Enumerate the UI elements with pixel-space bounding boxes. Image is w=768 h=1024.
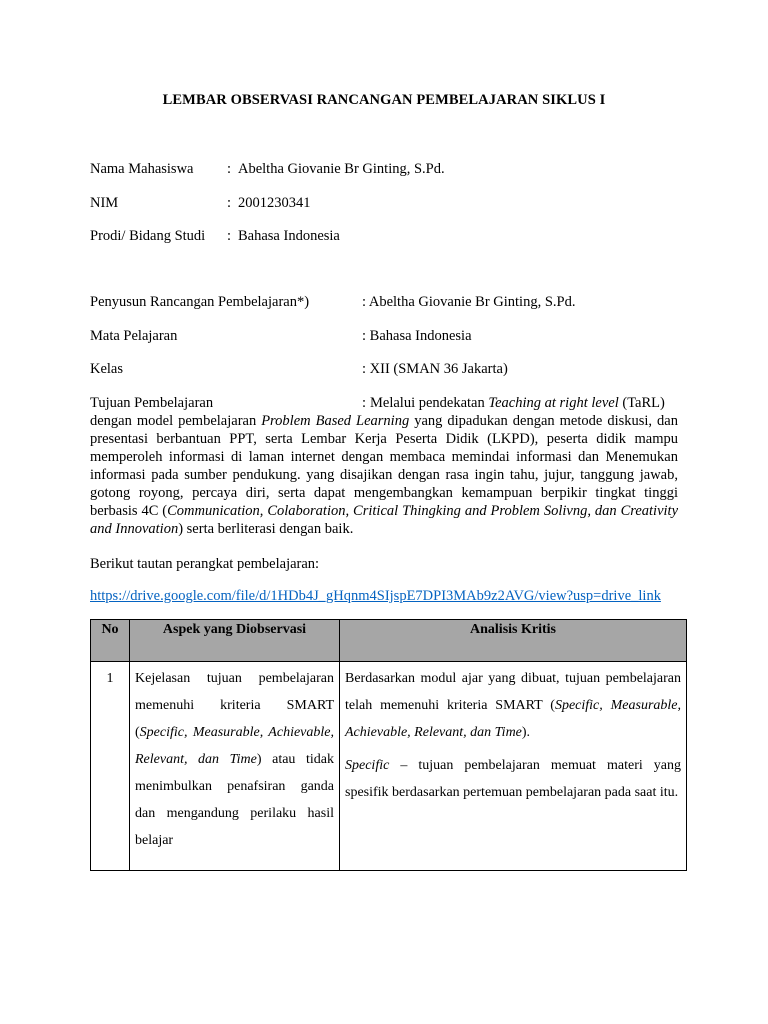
design-label: Tujuan Pembelajaran — [90, 395, 214, 411]
identity-value: 2001230341 — [238, 195, 311, 211]
drive-link[interactable]: https://drive.google.com/file/d/1HDb4J_gHqnm4SIjspE7DPI3MAb9z2AVG/view?usp=drive_link — [90, 588, 661, 604]
identity-label: Prodi/ Bidang Studi — [90, 228, 206, 244]
objective-start: Melalui pendekatan Teaching at right level (TaRL) — [370, 395, 665, 411]
row-analysis: Berdasarkan modul ajar yang dibuat, tujuan pembelajaran telah memenuhi kriteria SMART (Specific, Measurable, Achievable, Relevant, dan Time). Specific – tujuan pembelajaran memuat materi yang spesifik berdasarkan pertemuan pembelajaran pada saat itu. — [340, 662, 687, 871]
table-header-row — [91, 620, 687, 662]
header-no: No — [91, 620, 130, 662]
header-aspect: Aspek yang Diobservasi — [130, 620, 340, 662]
design-value: : XII (SMAN 36 Jakarta) — [362, 361, 508, 377]
identity-value: Bahasa Indonesia — [238, 228, 340, 244]
document-page: LEMBAR OBSERVASI RANCANGAN PEMBELAJARAN SIKLUS I Nama Mahasiswa : Abeltha Giovanie Br Ginting, S.Pd. NIM : 2001230341 Prodi/ Bidang Studi : Bahasa Indonesia Penyusun Rancangan Pembelajaran*) : Abeltha Giovanie Br Ginting, S.Pd. Mata Pelajaran : Bahasa Indonesia Kelas : XII (SMAN 36 Jakarta) Tujuan Pembelajaran : Melalui pendekatan Teaching at right level (TaRL) dengan model pembelajaran Problem Based Learning yang dipadukan dengan metode diskusi, dan presentasi berbantuan PPT, serta Lembar Kerja Peserta Didik (LKPD), peserta didik mampu memperoleh informasi di laman internet dengan membaca memindai informasi dan Menemukan informasi pada sumber pendukung. yang disajikan dengan rasa ingin tahu, jujur, tanggung jawab, gotong royong, percaya diri, serta dapat mengembangkan kemampuan berpikir tingkat tinggi berbasis 4C (Communication, Colaboration, Critical Thingking and Problem Solivng, dan Creativity and Innovation) serta berliterasi dengan baik. Berikut tautan perangkat pembelajaran: https://drive.google.com/file/d/1HDb4J_gHqnm4SIjspE7DPI3MAb9z2AVG/view?usp=drive_link No Aspek yang Diobservasi Analisis Kritis 1 Kejelasan tujuan pembelajaran memenuhi kriteria SMART (Specific, Measurable, Achievable, Relevant, dan Time) atau tidak menimbulkan penafsiran ganda dan mengandung perilaku hasil belajar Berdasarkan modul ajar yang dibuat, tujuan pembelajaran telah memenuhi kriteria SMART (Specific, Measurable, Achievable, Relevant, dan Time). Specific – tujuan pembelajaran memuat materi yang spesifik berdasarkan pertemuan pembelajaran pada saat itu. — [0, 0, 768, 1024]
objective-4c: Communication, Colaboration, Critical Thingking and Problem Solivng, dan Creativity and Innovation — [90, 503, 679, 537]
identity-label: NIM — [90, 195, 119, 211]
design-value: : Abeltha Giovanie Br Ginting, S.Pd. — [362, 294, 576, 310]
identity-value: Abeltha Giovanie Br Ginting, S.Pd. — [238, 161, 445, 177]
identity-label: Nama Mahasiswa — [90, 161, 194, 177]
row-aspect: Kejelasan tujuan pembelajaran memenuhi kriteria SMART (Specific, Measurable, Achievable, Relevant, dan Time) atau tidak menimbulkan penafsiran ganda dan mengandung perilaku hasil belajar — [130, 662, 340, 871]
design-colon: : — [362, 395, 367, 411]
design-label: Penyusun Rancangan Pembelajaran*) — [90, 294, 310, 310]
design-label: Kelas — [90, 361, 124, 377]
observation-table — [90, 619, 687, 871]
row-number: 1 — [91, 662, 130, 871]
document-title: LEMBAR OBSERVASI RANCANGAN PEMBELAJARAN SIKLUS I — [162, 92, 606, 108]
header-analysis: Analisis Kritis — [340, 620, 687, 662]
objective-text: yang dipadukan dengan metode diskusi, dan presentasi berbantuan PPT, serta Lembar Kerja Peserta Didik (LKPD), peserta didik mampu memperoleh informasi di laman internet dengan membaca memindai informasi dan Menemukan informasi pada sumber pendukung. yang disajikan dengan rasa ingin tahu, jujur, tanggung jawab, gotong royong, percaya diri, serta dapat mengembangkan kemampuan berpikir tingkat tinggi berbasis 4C ( — [90, 413, 678, 519]
design-value: : Bahasa Indonesia — [362, 328, 472, 344]
objective-paragraph: dengan model pembelajaran Problem Based Learning yang dipadukan dengan metode diskusi, dan presentasi berbantuan PPT, serta Lembar Kerja Peserta Didik (LKPD), peserta didik mampu memperoleh informasi di laman internet dengan membaca memindai informasi dan Menemukan informasi pada sumber pendukung. yang disajikan dengan rasa ingin tahu, jujur, tanggung jawab, gotong royong, percaya diri, serta dapat mengembangkan kemampuan berpikir tingkat tinggi berbasis 4C (Communication, Colaboration, Critical Thingking and Problem Solivng, dan Creativity and Innovation) serta berliterasi dengan baik. — [90, 413, 679, 537]
design-label: Mata Pelajaran — [90, 328, 178, 344]
link-intro: Berikut tautan perangkat pembelajaran: — [90, 556, 320, 572]
table-row — [91, 662, 687, 871]
